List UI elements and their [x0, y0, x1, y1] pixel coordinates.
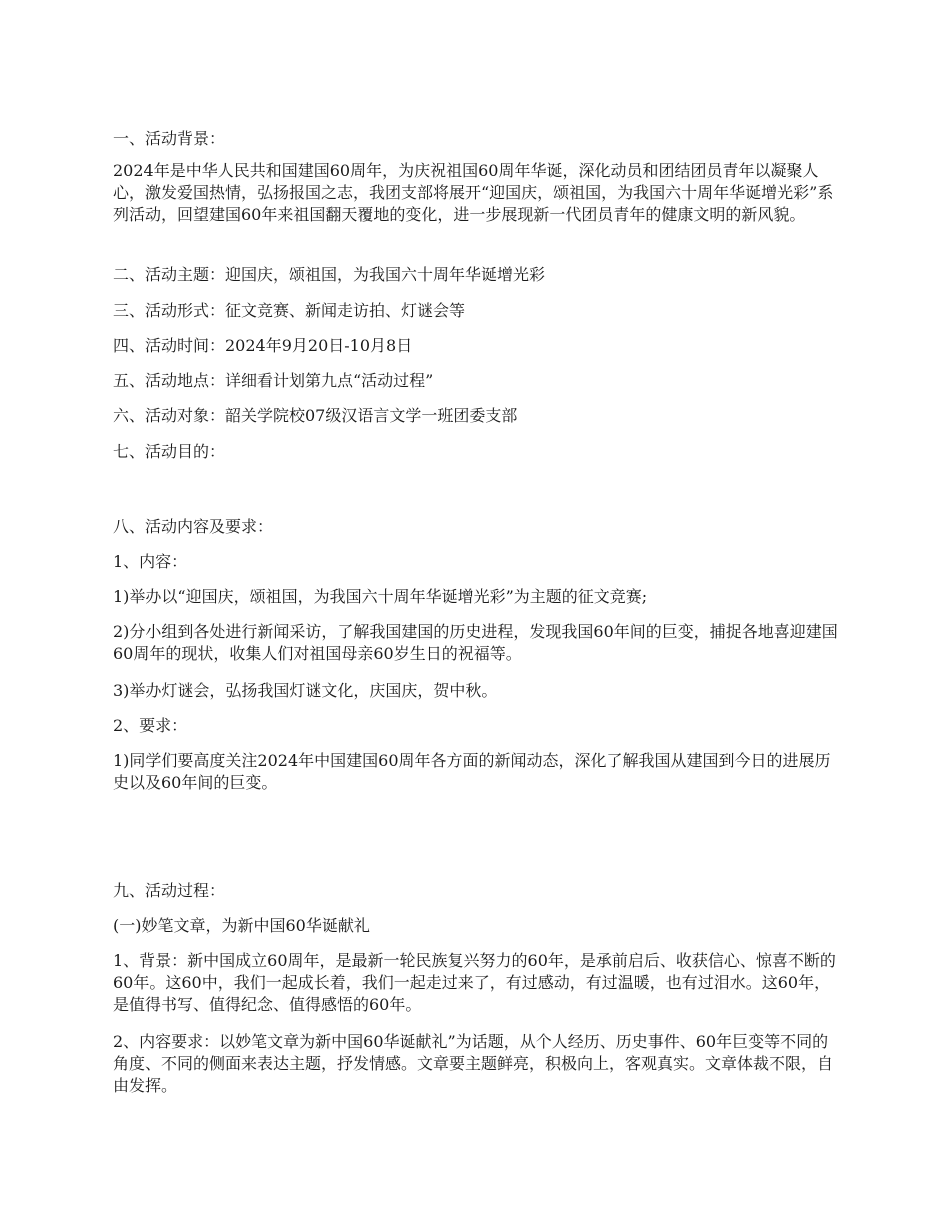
section1-heading: 一、活动背景： — [113, 129, 226, 148]
section3-form: 三、活动形式：征文竞赛、新闻走访拍、灯谜会等 — [113, 301, 466, 320]
requirements-item-1: 1)同学们要高度关注2024年中国建国60周年各方面的新闻动态，深化了解我国从建国到今日的进展历史以及60年间的巨变。 — [113, 751, 831, 792]
section2-theme: 二、活动主题：迎国庆，颂祖国，为我国六十周年华诞增光彩 — [113, 265, 546, 284]
section4-time: 四、活动时间：2024年9月20日-10月8日 — [113, 336, 413, 355]
content-heading: 1、内容： — [113, 552, 188, 571]
section1-body: 2024年是中华人民共和国建国60周年，为庆祝祖国60周年华诞，深化动员和团结团员青年以凝聚人心，激发爱国热情，弘扬报国之志，我团支部将展开“迎国庆，颂祖国，为我国六十周年华诞增光彩”系列活动，回望建国60年来祖国翻天覆地的变化，进一步展现新一代团员青年的健康文明的新风貌。 — [113, 161, 834, 224]
content-item-2: 2)分小组到各处进行新闻采访，了解我国建国的历史进程，发现我国60年间的巨变，捕捉各地喜迎建国60周年的现状，收集人们对祖国母亲60岁生日的祝福等。 — [113, 622, 838, 663]
section9-heading: 九、活动过程： — [113, 881, 226, 900]
section7-purpose: 七、活动目的： — [113, 442, 226, 461]
process-requirements: 2、内容要求：以妙笔文章为新中国60华诞献礼”为话题，从个人经历、历史事件、60年巨变等不同的角度、不同的侧面来表达主题，抒发情感。文章要主题鲜亮，积极向上，客观真实。文章体裁不限，自由发挥。 — [113, 1032, 834, 1095]
section5-location: 五、活动地点：详细看计划第九点“活动过程” — [113, 371, 434, 390]
section8-heading: 八、活动内容及要求： — [113, 517, 274, 536]
section6-audience: 六、活动对象：韶关学院校07级汉语言文学一班团委支部 — [113, 406, 518, 425]
content-item-1: 1)举办以“迎国庆，颂祖国，为我国六十周年华诞增光彩”为主题的征文竞赛; — [113, 587, 648, 606]
process-subheading-1: (一)妙笔文章，为新中国60华诞献礼 — [113, 916, 370, 935]
content-item-3: 3)举办灯谜会，弘扬我国灯谜文化，庆国庆，贺中秋。 — [113, 681, 498, 700]
requirements-heading: 2、要求： — [113, 716, 188, 735]
process-background: 1、背景：新中国成立60周年，是最新一轮民族复兴努力的60年，是承前启后、收获信心、惊喜不断的60年。这60中，我们一起成长着，我们一起走过来了，有过感动，有过温暖，也有过泪水。这60年，是值得书写、值得纪念、值得感悟的60年。 — [113, 951, 836, 1014]
